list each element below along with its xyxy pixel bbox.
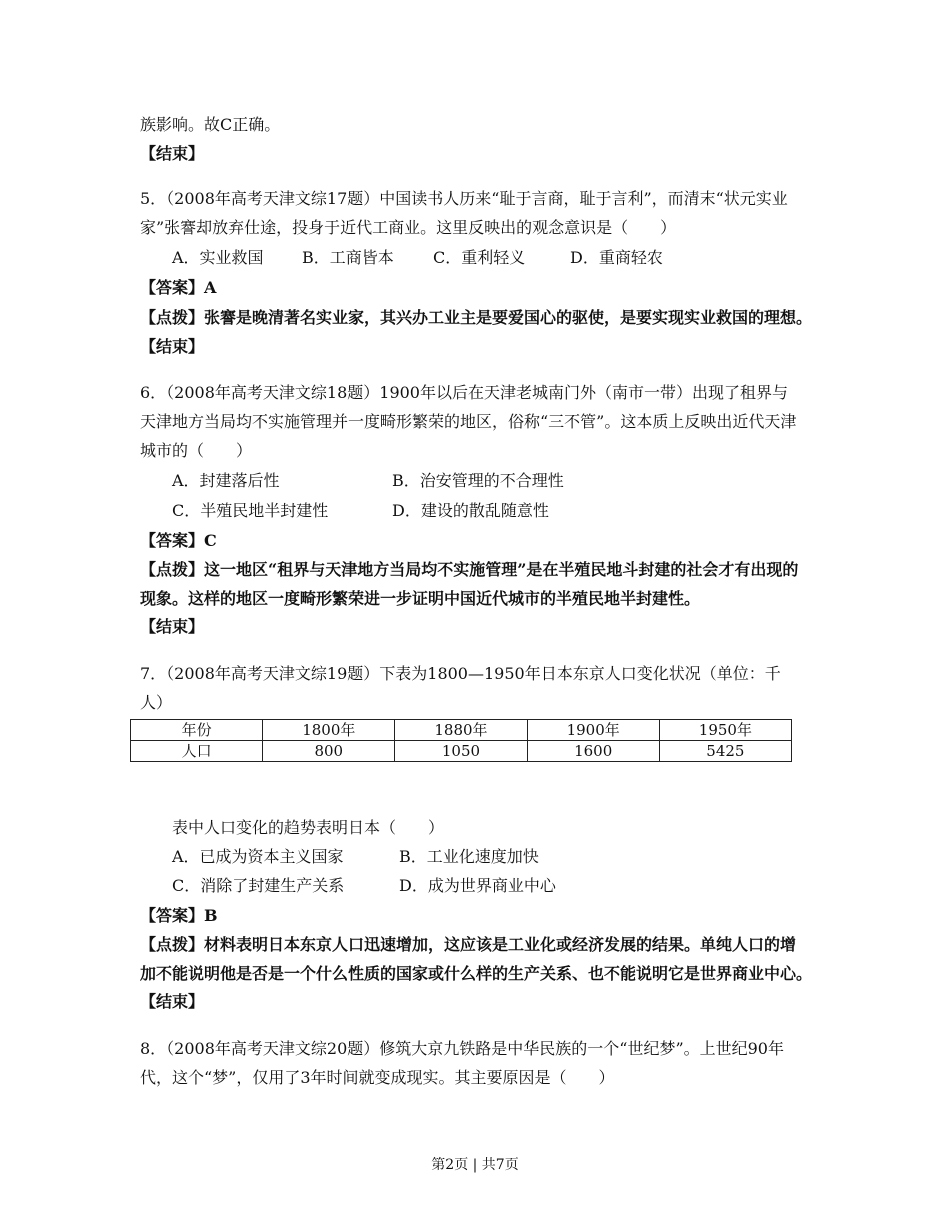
q5-option-a: A．实业救国 [172, 248, 264, 267]
page-footer: 第2页 | 共7页 [431, 1157, 519, 1173]
table-cell: 人口 [131, 741, 263, 762]
q7-prompt: 表中人口变化的趋势表明日本（ ） [172, 818, 445, 837]
q5-explanation: 【点拨】张謇是晚清著名实业家，其兴办工业主是要爱国心的驱使，是要实现实业救国的理想。 [140, 308, 813, 327]
table-cell: 年份 [131, 720, 263, 741]
population-table [130, 719, 792, 762]
text-line: 族影响。故C正确。 [140, 115, 281, 134]
table-cell: 1950年 [659, 720, 791, 741]
q7-explanation: 【点拨】材料表明日本东京人口迅速增加，这应该是工业化或经济发展的结果。单纯人口的增 [140, 935, 797, 954]
table-cell: 5425 [659, 741, 791, 762]
end-marker: 【结束】 [140, 337, 205, 356]
table-row [131, 720, 792, 741]
q6-option-b: B．治安管理的不合理性 [392, 471, 564, 490]
q6-option-c: C．半殖民地半封建性 [172, 501, 329, 520]
q5-option-c: C．重利轻义 [433, 248, 526, 267]
q7-explanation-cont: 加不能说明他是否是一个什么性质的国家或什么样的生产关系、也不能说明它是世界商业中心。 [140, 964, 813, 983]
table-cell: 1600 [527, 741, 659, 762]
q6-answer: 【答案】C [140, 531, 217, 550]
question-8-stem: 8．（2008年高考天津文综20题）修筑大京九铁路是中华民族的一个“世纪梦”。上世纪90年 [140, 1039, 784, 1058]
question-6-stem: 6．（2008年高考天津文综18题）1900年以后在天津老城南门外（南市一带）出现了租界与 [140, 383, 788, 402]
table-cell: 1900年 [527, 720, 659, 741]
q5-option-d: D．重商轻农 [570, 248, 663, 267]
question-5-stem-cont: 家”张謇却放弃仕途，投身于近代工商业。这里反映出的观念意识是（ ） [140, 218, 677, 237]
q7-option-c: C．消除了封建生产关系 [172, 876, 345, 895]
q5-option-b: B．工商皆本 [302, 248, 394, 267]
table-row [131, 741, 792, 762]
table-cell: 800 [263, 741, 395, 762]
question-5-stem: 5．（2008年高考天津文综17题）中国读书人历来“耻于言商，耻于言利”，而清末“状元实业 [140, 189, 788, 208]
q5-answer: 【答案】A [140, 278, 217, 297]
q7-option-b: B．工业化速度加快 [399, 847, 539, 866]
table-cell: 1880年 [395, 720, 527, 741]
q7-option-a: A．已成为资本主义国家 [172, 847, 344, 866]
q7-option-d: D．成为世界商业中心 [399, 876, 556, 895]
q6-option-a: A．封建落后性 [172, 471, 280, 490]
q6-explanation-cont: 现象。这样的地区一度畸形繁荣进一步证明中国近代城市的半殖民地半封建性。 [140, 589, 701, 608]
q6-explanation: 【点拨】这一地区“租界与天津地方当局均不实施管理”是在半殖民地斗封建的社会才有出现的 [140, 560, 799, 579]
q7-answer: 【答案】B [140, 906, 218, 925]
table-cell: 1050 [395, 741, 527, 762]
end-marker: 【结束】 [140, 144, 205, 163]
question-6-stem-cont: 天津地方当局均不实施管理并一度畸形繁荣的地区，俗称“三不管”。这本质上反映出近代天津 [140, 412, 797, 431]
table-cell: 1800年 [263, 720, 395, 741]
question-7-stem-cont: 人） [140, 693, 173, 712]
q6-option-d: D．建设的散乱随意性 [392, 501, 549, 520]
question-6-stem-cont: 城市的（ ） [140, 441, 253, 460]
end-marker: 【结束】 [140, 992, 205, 1011]
question-7-stem: 7．（2008年高考天津文综19题）下表为1800—1950年日本东京人口变化状况（单位：千 [140, 664, 781, 683]
end-marker: 【结束】 [140, 617, 205, 636]
question-8-stem-cont: 代，这个“梦”，仅用了3年时间就变成现实。其主要原因是（ ） [140, 1068, 615, 1087]
